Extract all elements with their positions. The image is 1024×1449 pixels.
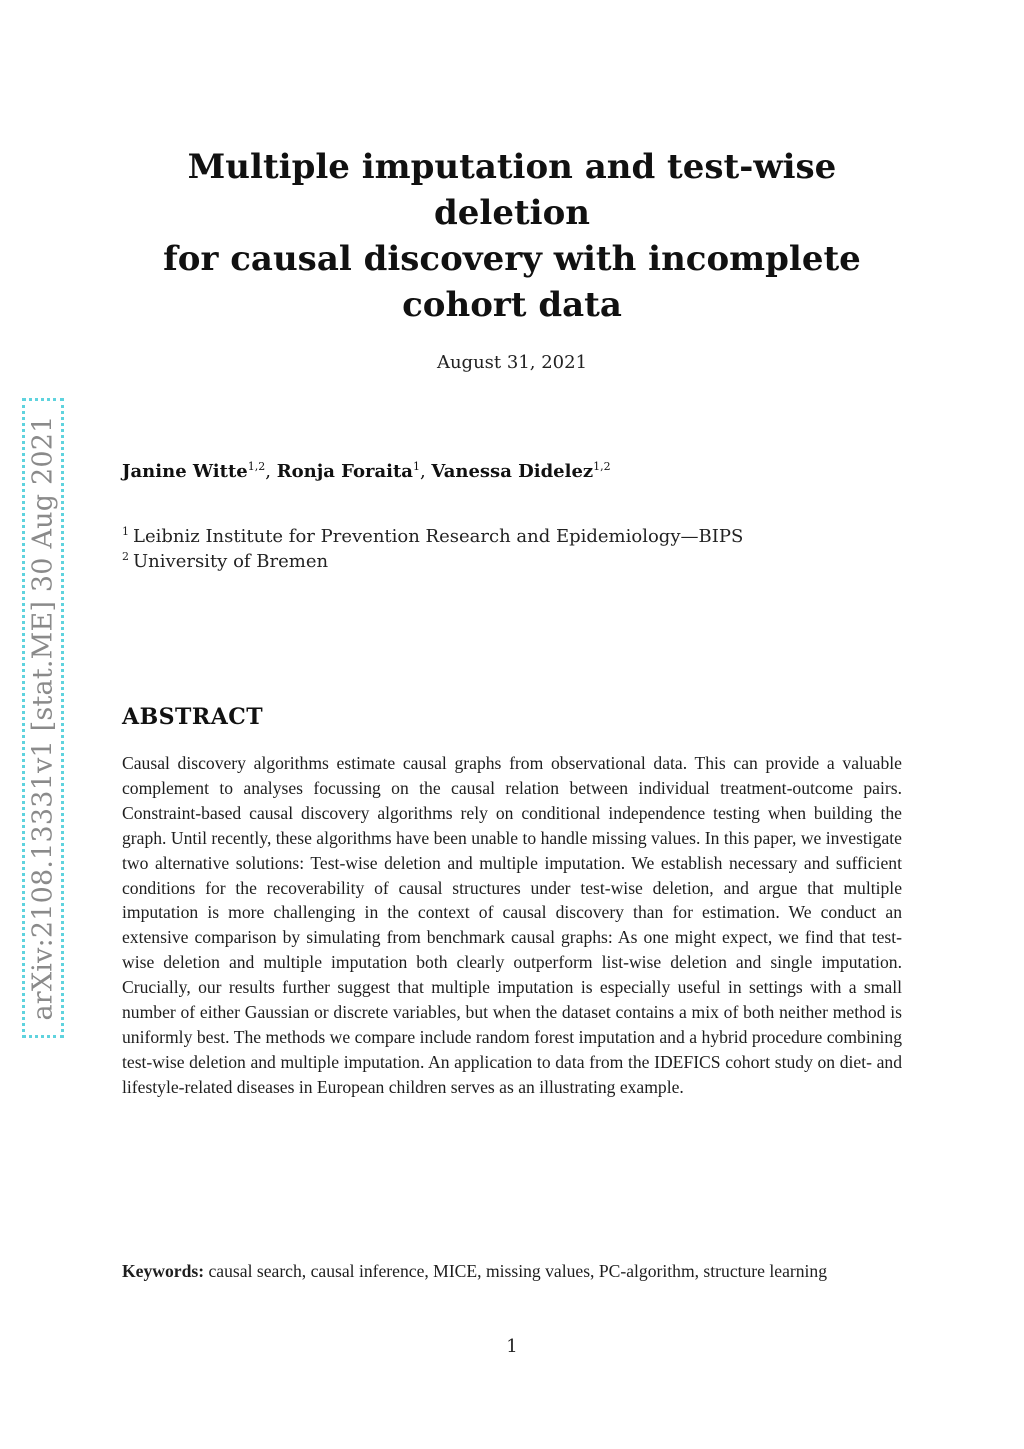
author-name: Vanessa Didelez bbox=[431, 461, 594, 482]
author-name: Ronja Foraita bbox=[276, 461, 413, 482]
paper-title bbox=[112, 144, 912, 328]
author-list: Janine Witte$^{1,2}$, Ronja Foraita$^1$, Vanessa Didelez$^{1,2}$ bbox=[122, 460, 611, 482]
author-name: Janine Witte bbox=[122, 461, 248, 482]
arxiv-stamp bbox=[22, 398, 64, 1038]
affiliation-text: Leibniz Institute for Prevention Research and Epidemiology—BIPS bbox=[133, 526, 744, 547]
title-line: for causal discovery with incomplete bbox=[163, 239, 861, 279]
author-affiliation-mark: 1,2 bbox=[247, 460, 266, 473]
title-line: cohort data bbox=[402, 285, 622, 325]
affiliation-list bbox=[122, 524, 743, 574]
affiliation-number: 2 bbox=[122, 550, 129, 563]
arxiv-identifier: arXiv:2108.13331v1 [stat.ME] 30 Aug 2021 bbox=[27, 415, 59, 1021]
page-number: 1 bbox=[506, 1336, 518, 1357]
keywords bbox=[122, 1259, 902, 1284]
abstract-heading: ABSTRACT bbox=[122, 704, 264, 730]
keywords-list: causal search, causal inference, MICE, missing values, PC-algorithm, structure learning bbox=[208, 1261, 828, 1281]
affiliation-item bbox=[122, 524, 743, 549]
author-affiliation-mark: 1,2 bbox=[593, 460, 611, 473]
author-affiliation-mark: 1 bbox=[412, 460, 420, 473]
keywords-label: Keywords: bbox=[122, 1261, 205, 1281]
publication-date: August 31, 2021 bbox=[436, 352, 588, 373]
abstract-text: Causal discovery algorithms estimate causal graphs from observational data. This can provide a valuable complement to analyses focussing on the causal relation between individual treatment-outcome pairs. Constraint-based causal discovery algorithms rely on conditional independence testing when building the graph. Until recently, these algorithms have been unable to handle missing values. In this paper, we investigate two alternative solutions: Test-wise deletion and multiple imputation. We establish necessary and sufficient conditions for the recoverability of causal structures under test-wise deletion, and argue that multiple imputation is more challenging in the context of causal discovery than for estimation. We conduct an extensive comparison by simulating from benchmark causal graphs: As one might expect, we find that test-wise deletion and multiple imputation both clearly outperform list-wise deletion and single imputation. Crucially, our results further suggest that multiple imputation is especially useful in settings with a small number of either Gaussian or discrete variables, but when the dataset contains a mix of both neither method is uniformly best. The methods we compare include random forest imputation and a hybrid procedure combining test-wise deletion and multiple imputation. An application to data from the IDEFICS cohort study on diet- and lifestyle-related diseases in European children serves as an illustrating example. bbox=[122, 753, 902, 1097]
title-line: Multiple imputation and test-wise deletion bbox=[187, 147, 837, 233]
affiliation-item bbox=[122, 549, 743, 574]
affiliation-number: 1 bbox=[122, 525, 129, 538]
affiliation-text: University of Bremen bbox=[133, 551, 329, 572]
